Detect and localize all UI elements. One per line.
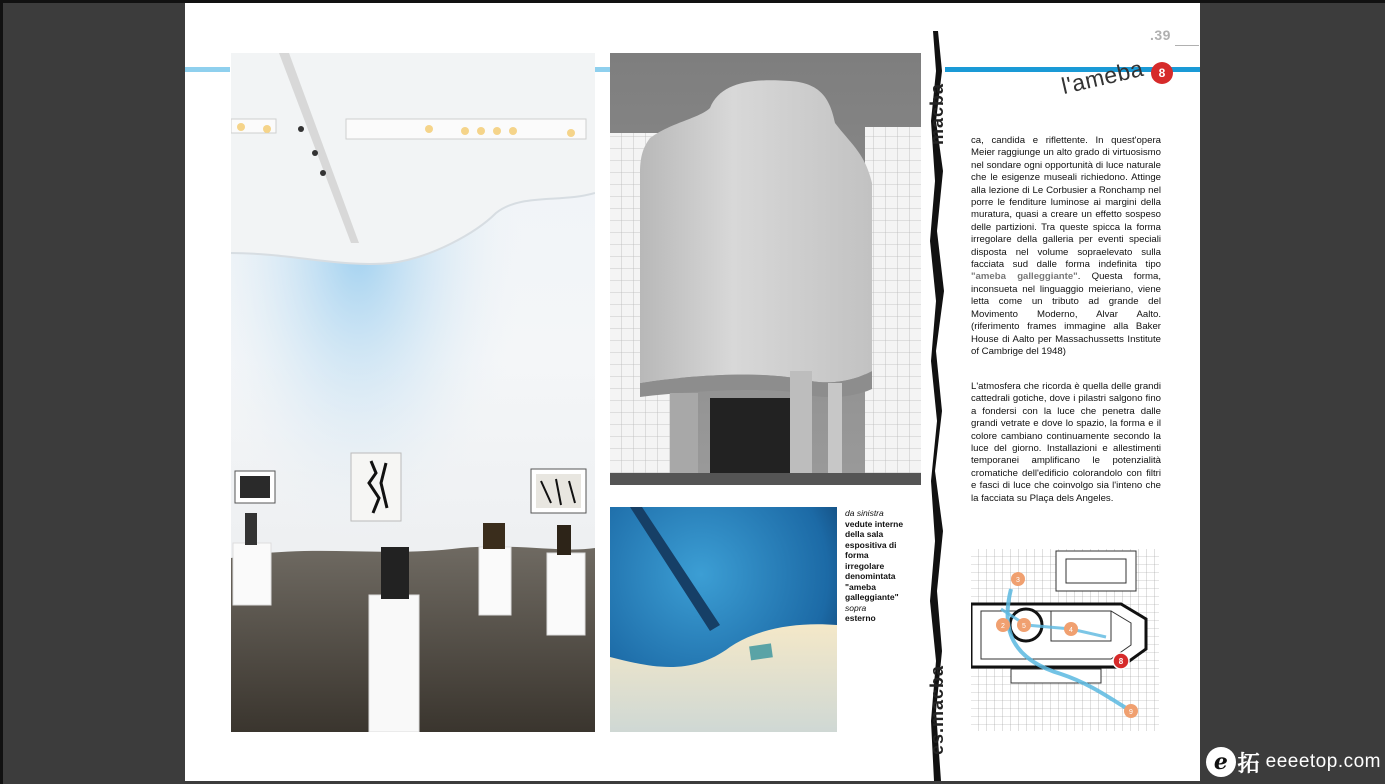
caption-line-2: vedute interne della sala espositiva di forma irregolare denomintata "ameba galleggiante" (845, 518, 904, 602)
plan-marker-5: 5 (1022, 623, 1026, 630)
plan-marker-8: 8 (1118, 657, 1124, 666)
header-bar-mid (595, 67, 610, 72)
floor-plan (971, 549, 1159, 731)
vertical-label-bottom: es.macba (927, 664, 947, 755)
header-bar-left (185, 67, 230, 72)
magazine-page (185, 3, 1200, 781)
plan-marker-3: 3 (1016, 577, 1020, 584)
site-watermark (1206, 744, 1381, 780)
caption-line-3: sopra (845, 602, 867, 613)
page-number: .39 (1150, 27, 1171, 43)
paragraph-1-highlight: "ameba galleggiante" (971, 271, 1078, 283)
viewer-left-edge (0, 0, 3, 784)
body-paragraph-2: L'atmosfera che ricorda è quella delle grandi cattedrali gotiche, dove i pilastri salgono fino a fondersi con la luce che penetra dalle grandi vetrate e dove lo spazio, la forma e il colore cambiano continuamente secondo la luce del giorno. Installazioni e allestimenti temporanei amplificano le potenzialità cromatiche dell'edificio colorandolo con filtri e fasci di luce che coinvolgo sia l'inteno che la facciata su Plaça dels Angeles. (971, 381, 1161, 504)
watermark-site-text: eeeetop.com (1265, 751, 1381, 772)
paragraph-1-text-b: . Questa forma, inconsueta nel linguaggio meieriano, viene letta come un tributo ad grande del Movimento Moderno, Alvar Aalto. (riferimento frames immagine alla Baker House di Aalto per Massachussetts Institute of Cambrige del 1948) (971, 271, 1161, 357)
watermark-logo-letter: e (1206, 747, 1236, 777)
vertical-label-top: macba (927, 82, 947, 145)
caption-line-4: esterno (845, 613, 876, 623)
caption-line-1: da sinistra (845, 508, 884, 518)
photo-interior-gallery (231, 53, 595, 732)
photo-blue-ceiling (610, 507, 837, 732)
paragraph-1-text-a: ca, candida e riflettente. In quest'opera Meier raggiunge un alto grado di virtuosismo nel sondare ogni opportunità di luce naturale che le esigenze museali richiedono. Attinge alla lezione di Le Corbusier a Ronchamp nel porre le fenditure luminose ai margini della muratura, quasi a creare un effetto sospeso delle partizioni. Tra queste spicca la forma irregolare della galleria per eventi speciali disposta nel volume sopraelevato sulla facciata sud dalle forma indefinita tipo (971, 135, 1161, 271)
photo-caption (845, 508, 907, 624)
plan-marker-2: 2 (1001, 623, 1005, 630)
plan-marker-9: 9 (1129, 709, 1133, 716)
watermark-logo-cn: 拓 (1237, 750, 1260, 776)
chapter-badge: 8 (1151, 62, 1173, 84)
page-number-underline (1175, 45, 1199, 46)
body-paragraph-1 (971, 135, 1161, 358)
photo-exterior-ameba (610, 53, 921, 485)
plan-marker-4: 4 (1069, 627, 1073, 634)
section-title: l'ameba (1058, 54, 1146, 100)
